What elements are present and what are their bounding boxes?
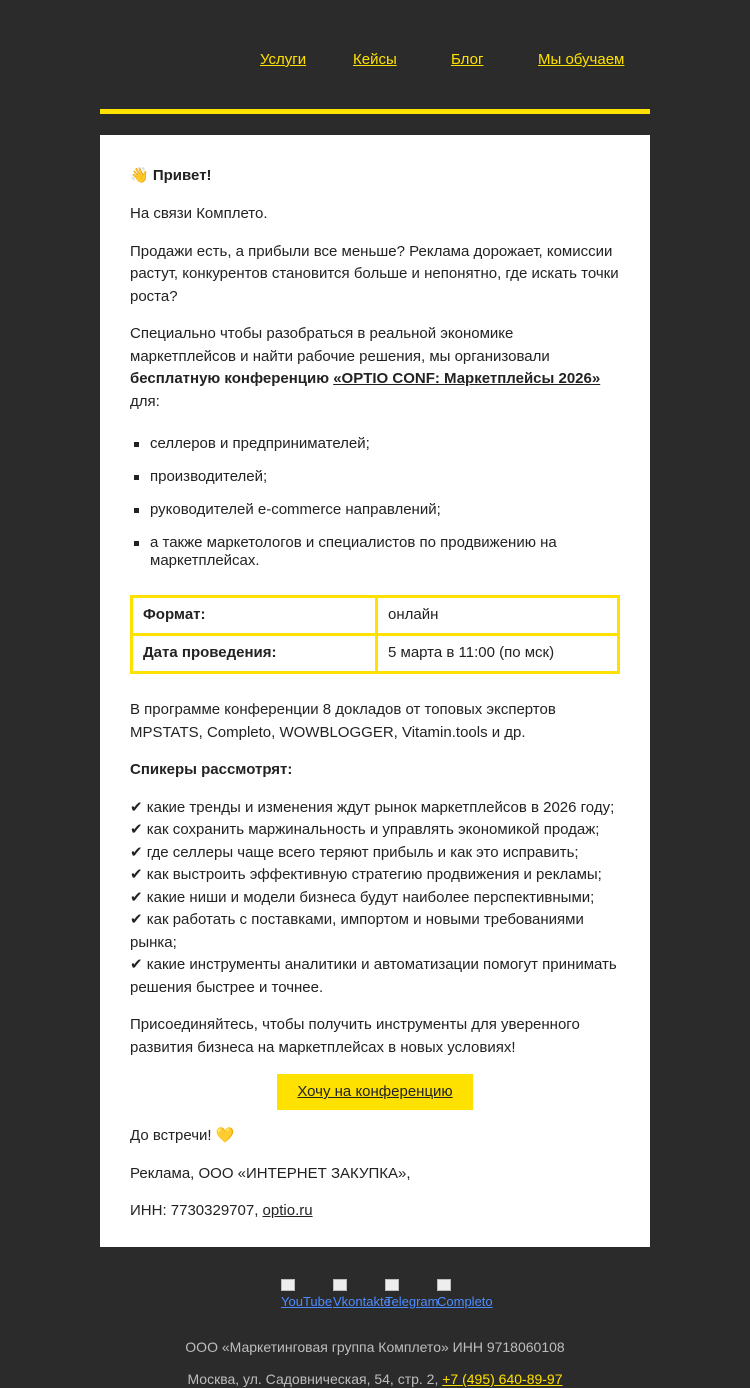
invite-paragraph [130, 323, 620, 413]
nav-link-cases[interactable]: Кейсы [353, 51, 397, 68]
topics-list [130, 797, 620, 1000]
program-text: В программе конференции 8 докладов от топовых экспертов MPSTATS, Completo, WOWBLOGGER, Vitamin.tools и др. [130, 701, 556, 741]
topic-item: ✔ где селлеры чаще всего теряют прибыль и как это исправить; [130, 843, 579, 861]
list-item: производителей; [150, 468, 620, 486]
format-label: Формат: [132, 597, 377, 635]
audience-list [130, 435, 620, 570]
topic-item: ✔ какие тренды и изменения ждут рынок маркетплейсов в 2026 году; [130, 798, 615, 816]
address-line [0, 1370, 750, 1388]
nav-link-education[interactable]: Мы обучаем [538, 51, 625, 68]
table-row [132, 635, 619, 673]
email-card [100, 135, 650, 1247]
waving-hand-icon: 👋 [130, 167, 149, 184]
company-info: ООО «Маркетинговая группа Комплето» ИНН 9718060108 [185, 1339, 565, 1355]
inn-paragraph [130, 1200, 620, 1223]
cta-wrapper [130, 1074, 620, 1110]
ad-text: Реклама, ООО «ИНТЕРНЕТ ЗАКУПКА», [130, 1164, 411, 1182]
intro-text: На связи Комплето. [130, 205, 268, 222]
nav-link-services[interactable]: Услуги [260, 51, 307, 68]
telegram-icon[interactable]: Telegram [385, 1279, 417, 1311]
address-text: Москва, ул. Садовническая, 54, стр. 2, [187, 1371, 443, 1387]
nav-link-blog[interactable]: Блог [451, 51, 484, 68]
invite-bold: бесплатную конференцию [130, 370, 334, 387]
join-text: Присоединяйтесь, чтобы получить инструменты для уверенного развития бизнеса на маркетплейсах в новых условиях! [130, 1016, 580, 1056]
info-table [130, 595, 620, 674]
list-item: а также маркетологов и специалистов по продвижению на маркетплейсах. [150, 534, 620, 570]
invite-for: для: [130, 392, 160, 410]
youtube-icon[interactable]: YouTube [281, 1279, 313, 1311]
phone-link[interactable]: +7 (495) 640-89-97 [442, 1371, 563, 1387]
social-links [0, 1279, 750, 1311]
topic-item: ✔ как выстроить эффективную стратегию продвижения и рекламы; [130, 866, 602, 883]
conference-link[interactable]: «OPTIO CONF: Маркетплейсы 2026» [333, 370, 601, 387]
conference-cta-button[interactable]: Хочу на конференцию [277, 1074, 472, 1110]
format-value: онлайн [377, 597, 619, 635]
farewell-text: До встречи! 💛 [130, 1127, 235, 1144]
invite-text: Специально чтобы разобраться в реальной экономике маркетплейсов и найти рабочие решения, мы организовали [130, 325, 550, 365]
topic-item: ✔ какие ниши и модели бизнеса будут наиболее перспективными; [130, 888, 595, 906]
speakers-heading: Спикеры рассмотрят: [130, 761, 293, 778]
list-item: руководителей e-commerce направлений; [150, 501, 620, 519]
table-row [132, 597, 619, 635]
completo-icon[interactable]: Completo [437, 1279, 469, 1311]
vk-icon[interactable]: Vkontakte [333, 1279, 365, 1311]
top-navigation [0, 0, 750, 109]
list-item: селлеров и предпринимателей; [150, 435, 620, 453]
greeting [130, 165, 620, 203]
inn-text: ИНН: 7730329707, [130, 1202, 263, 1219]
topic-item: ✔ какие инструменты аналитики и автоматизации помогут принимать решения быстрее и точнее. [130, 956, 617, 996]
date-value: 5 марта в 11:00 (по мск) [377, 635, 619, 673]
topic-item: ✔ как работать с поставками, импортом и новыми требованиями рынка; [130, 911, 584, 951]
topic-item: ✔ как сохранить маржинальность и управлять экономикой продаж; [130, 821, 600, 838]
footer [0, 1270, 750, 1388]
date-label: Дата проведения: [132, 635, 377, 673]
header-divider [100, 109, 650, 114]
problem-text: Продажи есть, а прибыли все меньше? Реклама дорожает, комиссии растут, конкурентов становится больше и непонятно, где искать точки роста? [130, 242, 619, 305]
greeting-text: Привет! [152, 167, 212, 184]
optio-link[interactable]: optio.ru [262, 1202, 313, 1219]
